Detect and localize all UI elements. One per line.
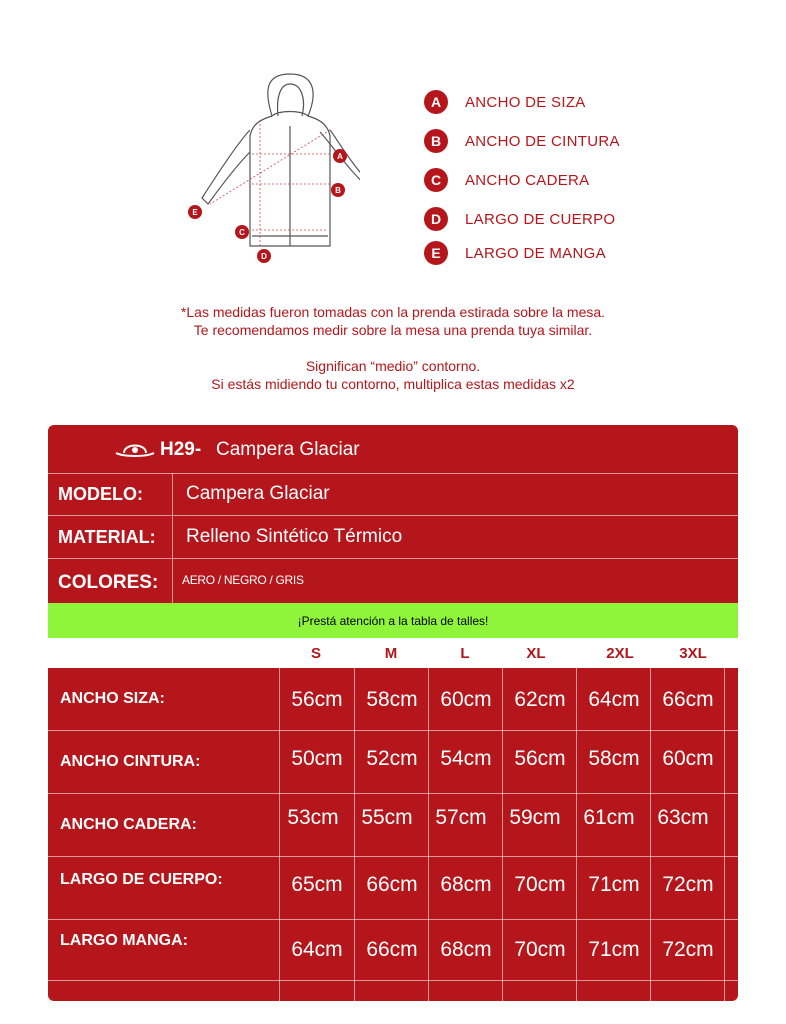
table-row	[48, 794, 738, 857]
legend-label: LARGO DE MANGA	[465, 244, 606, 262]
table-cell: 71cm	[588, 873, 640, 896]
table-cell: 66cm	[366, 938, 418, 961]
hat-logo-icon	[114, 437, 156, 461]
table-cell: 56cm	[291, 688, 343, 711]
size-header-xl: XL	[526, 645, 546, 662]
size-notice-banner: ¡Prestá atención a la tabla de talles!	[48, 603, 738, 638]
model-row	[48, 473, 738, 516]
legend-label: LARGO DE CUERPO	[465, 210, 616, 228]
table-cell: 68cm	[440, 938, 492, 961]
table-cell: 55cm	[361, 806, 413, 829]
table-cell: 50cm	[291, 747, 343, 770]
note-line: Si estás midiendo tu contorno, multiplica estas medidas x2	[211, 376, 575, 392]
divider	[172, 559, 173, 603]
marker-a: A	[337, 152, 343, 161]
table-cell: 64cm	[588, 688, 640, 711]
table-cell: 71cm	[588, 938, 640, 961]
size-header-s: S	[310, 645, 321, 662]
jacket-outline-icon	[180, 70, 360, 270]
colors-value: AERO / NEGRO / GRIS	[182, 573, 304, 587]
table-cell: 60cm	[662, 747, 714, 770]
legend-item	[424, 241, 620, 265]
note-line: Significan “medio” contorno.	[305, 358, 481, 374]
row-label: ANCHO CADERA:	[60, 816, 197, 833]
measurement-legend	[424, 90, 620, 280]
table-cell: 59cm	[509, 806, 561, 829]
size-header-m: M	[384, 645, 398, 662]
table-cell: 54cm	[440, 747, 492, 770]
marker-d: D	[261, 252, 267, 261]
legend-label: ANCHO CADERA	[465, 171, 590, 189]
legend-label: ANCHO DE CINTURA	[465, 132, 620, 150]
row-label: ANCHO CINTURA:	[60, 753, 201, 770]
table-cell: 65cm	[291, 873, 343, 896]
table-cell: 60cm	[440, 688, 492, 711]
table-row	[48, 920, 738, 981]
table-cell: 70cm	[514, 873, 566, 896]
size-header-2xl: 2XL	[606, 645, 634, 662]
legend-item	[424, 207, 620, 231]
jacket-diagram	[180, 70, 360, 270]
table-cell: 62cm	[514, 688, 566, 711]
note-line: *Las medidas fueron tomadas con la prenda estirada sobre la mesa.	[180, 304, 606, 320]
table-cell: 63cm	[657, 806, 709, 829]
product-code: H29-	[160, 439, 202, 460]
size-header-3xl: 3XL	[679, 645, 707, 662]
colors-row	[48, 559, 738, 603]
marker-b: B	[335, 186, 341, 195]
table-row	[48, 731, 738, 794]
legend-badge: D	[424, 207, 448, 231]
table-row	[48, 668, 738, 731]
colors-label: COLORES:	[58, 572, 159, 593]
table-cell: 53cm	[287, 806, 339, 829]
product-title: Campera Glaciar	[216, 439, 360, 460]
card-title-bar	[48, 425, 738, 474]
table-cell: 64cm	[291, 938, 343, 961]
size-header-row	[48, 638, 738, 668]
model-value: Campera Glaciar	[186, 483, 330, 504]
material-label: MATERIAL:	[58, 527, 156, 547]
legend-badge: E	[424, 241, 448, 265]
legend-badge: C	[424, 168, 448, 192]
size-header-l: L	[460, 645, 470, 662]
table-cell: 52cm	[366, 747, 418, 770]
table-cell: 58cm	[588, 747, 640, 770]
table-cell: 72cm	[662, 873, 714, 896]
table-row	[48, 857, 738, 920]
divider	[172, 516, 173, 558]
note-line: Te recomendamos medir sobre la mesa una prenda tuya similar.	[193, 322, 593, 338]
table-cell: 70cm	[514, 938, 566, 961]
row-label: ANCHO SIZA:	[60, 690, 165, 707]
table-cell: 58cm	[366, 688, 418, 711]
table-cell: 57cm	[435, 806, 487, 829]
divider	[172, 473, 173, 515]
table-cell: 56cm	[514, 747, 566, 770]
legend-badge: B	[424, 129, 448, 153]
marker-e: E	[192, 208, 198, 217]
table-cell: 61cm	[583, 806, 635, 829]
table-cell: 66cm	[662, 688, 714, 711]
legend-item	[424, 90, 620, 114]
row-label: LARGO DE CUERPO:	[60, 871, 223, 888]
material-value: Relleno Sintético Térmico	[186, 526, 403, 547]
model-label: MODELO:	[58, 484, 143, 504]
legend-item	[424, 129, 620, 153]
legend-item	[424, 168, 620, 192]
material-row	[48, 516, 738, 559]
legend-label: ANCHO DE SIZA	[465, 93, 586, 111]
table-cell: 72cm	[662, 938, 714, 961]
row-label: LARGO MANGA:	[60, 932, 188, 949]
legend-badge: A	[424, 90, 448, 114]
product-card	[48, 425, 738, 1001]
marker-c: C	[239, 228, 245, 237]
table-cell: 66cm	[366, 873, 418, 896]
table-cell: 68cm	[440, 873, 492, 896]
